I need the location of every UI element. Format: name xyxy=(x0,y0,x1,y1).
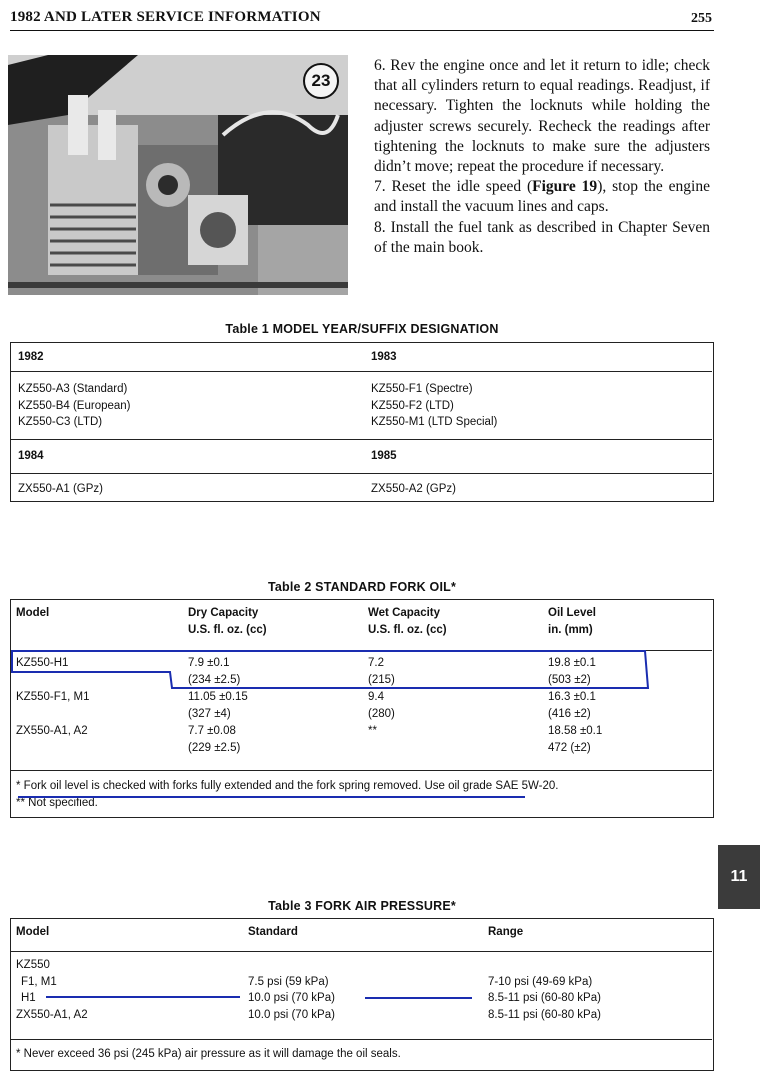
running-header: 1982 AND LATER SERVICE INFORMATION xyxy=(10,9,321,25)
step-8-paragraph: 8. Install the fuel tank as described in Chapter Seven of the main book. xyxy=(374,218,710,256)
table-cell: F1, M1 xyxy=(21,975,57,988)
annotation-box-kz550-h1 xyxy=(12,651,648,688)
table-cell: 7.9 ±0.1 xyxy=(188,657,230,669)
table-cell: (280) xyxy=(368,707,395,720)
table-cell: ** xyxy=(368,725,377,737)
table-cell: KZ550-B4 (European) xyxy=(18,399,131,412)
table-1-models-1985: ZX550-A2 (GPz) xyxy=(371,483,456,495)
header-line: Model xyxy=(16,607,50,619)
table-3-caption: Table 3 FORK AIR PRESSURE* xyxy=(268,899,456,913)
table-cell: 11.05 ±0.15 xyxy=(188,691,248,703)
step-7-paragraph: 7. Reset the idle speed (Figure 19), stop the engine and install the vacuum lines and caps. xyxy=(374,178,710,216)
header-line: Oil Level xyxy=(548,607,596,619)
table-cell: KZ550-H1 xyxy=(16,657,69,669)
header-line: U.S. fl. oz. (cc) xyxy=(188,623,267,636)
figure-reference: Figure 19 xyxy=(532,178,598,196)
footnote-line: ** Not specified. xyxy=(16,796,98,809)
table-cell: (327 ±4) xyxy=(188,707,231,720)
table-1-caption: Table 1 MODEL YEAR/SUFFIX DESIGNATION xyxy=(225,322,499,336)
footnote-line: * Fork oil level is checked with forks fully extended and the fork spring removed. Use oil grade SAE 5W-20. xyxy=(16,780,559,792)
table-cell: 9.4 xyxy=(368,691,384,703)
table-1-models-1984: ZX550-A1 (GPz) xyxy=(18,483,103,495)
table-1-year-1984: 1984 xyxy=(18,450,44,462)
table-cell: 7.2 xyxy=(368,657,384,669)
table-cell: KZ550-M1 (LTD Special) xyxy=(371,416,498,428)
table-cell: (229 ±2.5) xyxy=(188,741,241,754)
table-cell: 10.0 psi (70 kPa) xyxy=(248,992,335,1004)
table-cell: 8.5-11 psi (60-80 kPa) xyxy=(488,992,601,1004)
table-cell: 7-10 psi (49-69 kPa) xyxy=(488,975,593,988)
table-cell: KZ550-F1 (Spectre) xyxy=(371,383,473,395)
table-cell: KZ550-F2 (LTD) xyxy=(371,399,454,412)
table-3-footnote: * Never exceed 36 psi (245 kPa) air pressure as it will damage the oil seals. xyxy=(16,1048,401,1060)
header-line: in. (mm) xyxy=(548,623,593,636)
table-cell: (416 ±2) xyxy=(548,707,591,720)
table-3-header-range: Range xyxy=(488,926,524,938)
header-line: U.S. fl. oz. (cc) xyxy=(368,623,447,636)
table-cell: ZX550-A1, A2 xyxy=(16,725,88,737)
table-1-year-1983: 1983 xyxy=(371,351,397,363)
table-cell: KZ550-F1, M1 xyxy=(16,691,90,703)
table-cell: (215) xyxy=(368,673,395,686)
table-cell: (503 ±2) xyxy=(548,673,591,686)
table-cell: 19.8 ±0.1 xyxy=(548,657,596,669)
page-number: 255 xyxy=(691,11,712,26)
step-6-paragraph: 6. Rev the engine once and let it return to idle; check that all cylinders return to equal readings. Readjust, if necessary. Tighten the locknuts while holding the adjuster screws securely. Recheck the readings after tightening the locknuts to make sure the adjusters didn’t move; repeat the procedure if necessary. xyxy=(374,57,710,176)
table-cell: 18.58 ±0.1 xyxy=(548,725,603,737)
chapter-tab: 11 xyxy=(718,845,760,909)
table-cell: KZ550-A3 (Standard) xyxy=(18,383,128,395)
header-line: Dry Capacity xyxy=(188,607,259,619)
table-cell: 7.5 psi (59 kPa) xyxy=(248,975,329,988)
table-cell: 8.5-11 psi (60-80 kPa) xyxy=(488,1008,601,1021)
table-cell: 7.7 ±0.08 xyxy=(188,725,236,737)
figure-number-badge: 23 xyxy=(303,63,339,99)
table-cell: 16.3 ±0.1 xyxy=(548,691,596,703)
table-1-year-1985: 1985 xyxy=(371,450,397,462)
table-cell: 472 (±2) xyxy=(548,741,591,754)
table-3-header-standard: Standard xyxy=(248,926,298,938)
table-3-header-model: Model xyxy=(16,926,50,938)
table-cell: KZ550-C3 (LTD) xyxy=(18,416,103,428)
table-cell: KZ550 xyxy=(16,959,50,971)
table-1-year-1982: 1982 xyxy=(18,351,44,363)
header-line: Wet Capacity xyxy=(368,607,441,619)
table-cell: 10.0 psi (70 kPa) xyxy=(248,1008,335,1021)
table-cell: (234 ±2.5) xyxy=(188,673,241,686)
table-cell: ZX550-A1, A2 xyxy=(16,1008,88,1021)
table-2-caption: Table 2 STANDARD FORK OIL* xyxy=(267,580,457,594)
table-cell: H1 xyxy=(21,992,36,1004)
